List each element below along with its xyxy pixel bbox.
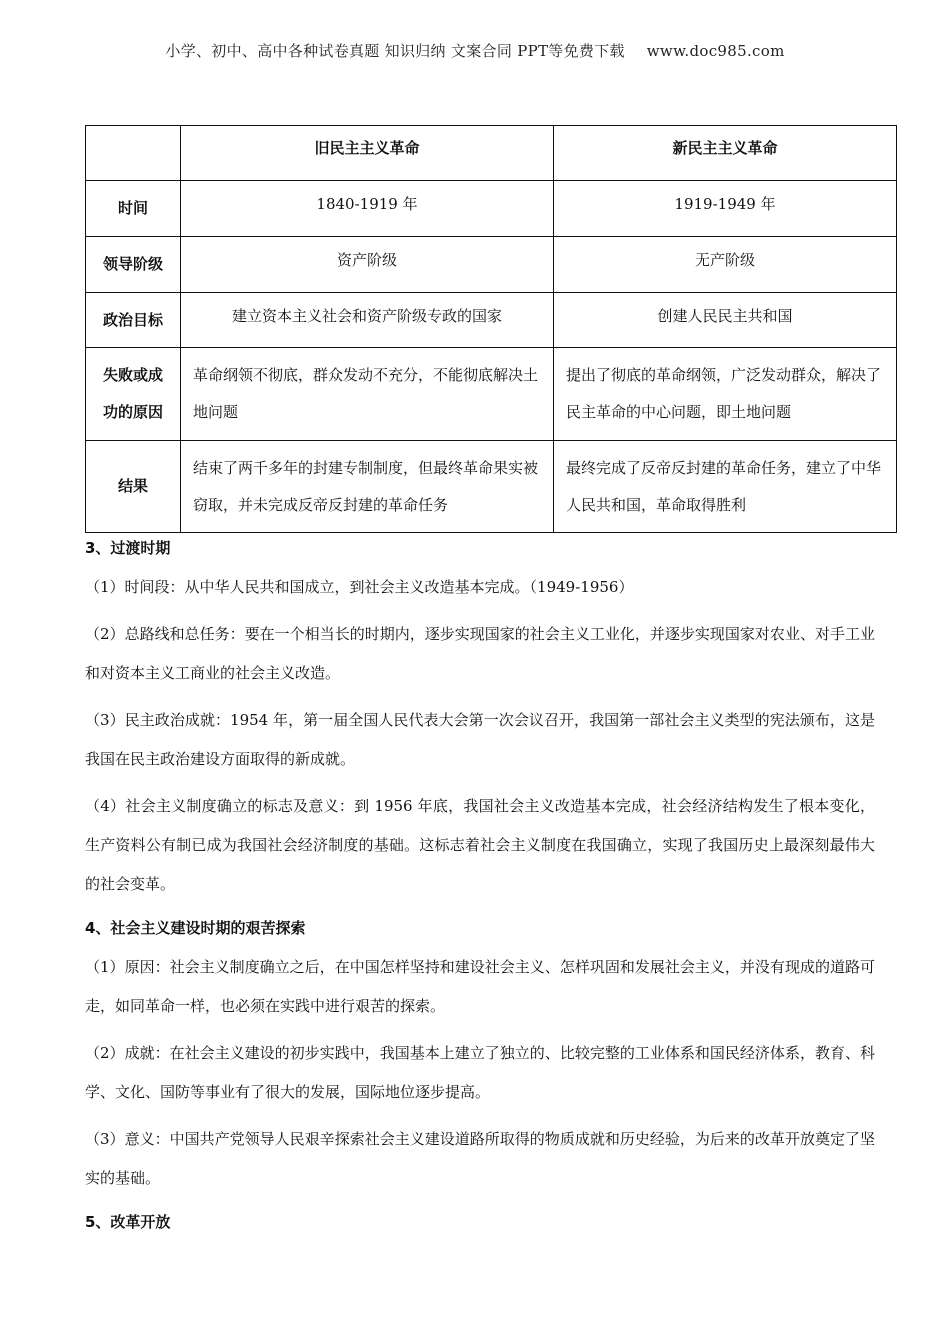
row-header: 时间 (86, 181, 181, 237)
cell-old: 结束了两千多年的封建专制制度，但最终革命果实被窃取，并未完成反帝反封建的革命任务 (181, 441, 554, 533)
row-header: 结果 (86, 441, 181, 533)
header-text: 小学、初中、高中各种试卷真题 知识归纳 文案合同 PPT等免费下载 (165, 42, 625, 60)
cell-new: 创建人民民主共和国 (554, 293, 897, 348)
paragraph: （1）时间段：从中华人民共和国成立，到社会主义改造基本完成。（1949-1956） (85, 578, 634, 596)
row-header: 失败或成 功的原因 (86, 348, 181, 441)
table-row (86, 181, 897, 237)
table-row (86, 237, 897, 293)
cell-old: 革命纲领不彻底，群众发动不充分，不能彻底解决土地问题 (181, 348, 554, 441)
page-header (0, 40, 950, 61)
row-header: 政治目标 (86, 293, 181, 348)
section-title: 5、改革开放 (85, 1213, 171, 1231)
cell-old: 建立资本主义社会和资产阶级专政的国家 (181, 293, 554, 348)
cell-old: 1840-1919 年 (181, 181, 554, 237)
table-row (86, 293, 897, 348)
main-content (85, 538, 875, 1242)
section-title: 4、社会主义建设时期的艰苦探索 (85, 919, 306, 937)
paragraph: （3）意义：中国共产党领导人民艰辛探索社会主义建设道路所取得的物质成就和历史经验，为后来的改革开放奠定了坚实的基础。 (85, 1130, 875, 1187)
table-row (86, 348, 897, 441)
cell-new: 1919-1949 年 (554, 181, 897, 237)
paragraph: （1）原因：社会主义制度确立之后，在中国怎样坚持和建设社会主义、怎样巩固和发展社会主义，并没有现成的道路可走，如同革命一样，也必须在实践中进行艰苦的探索。 (85, 958, 875, 1015)
paragraph: （4）社会主义制度确立的标志及意义：到 1956 年底，我国社会主义改造基本完成，社会经济结构发生了根本变化，生产资料公有制已成为我国社会经济制度的基础。这标志着社会主义制度在我国确立，实现了我国历史上最深刻最伟大的社会变革。 (85, 797, 875, 893)
header-url[interactable]: www.doc985.com (646, 42, 785, 60)
cell-new: 最终完成了反帝反封建的革命任务，建立了中华人民共和国，革命取得胜利 (554, 441, 897, 533)
corner-cell (86, 126, 181, 181)
paragraph: （2）总路线和总任务：要在一个相当长的时期内，逐步实现国家的社会主义工业化，并逐步实现国家对农业、对手工业和对资本主义工商业的社会主义改造。 (85, 625, 875, 682)
cell-old: 资产阶级 (181, 237, 554, 293)
col-header-new: 新民主主义革命 (554, 126, 897, 181)
cell-new: 提出了彻底的革命纲领，广泛发动群众，解决了民主革命的中心问题，即土地问题 (554, 348, 897, 441)
paragraph: （3）民主政治成就：1954 年，第一届全国人民代表大会第一次会议召开，我国第一部社会主义类型的宪法颁布，这是我国在民主政治建设方面取得的新成就。 (85, 711, 875, 768)
table-row (86, 441, 897, 533)
table-header-row (86, 126, 897, 181)
cell-new: 无产阶级 (554, 237, 897, 293)
section-title: 3、过渡时期 (85, 539, 171, 557)
paragraph: （2）成就：在社会主义建设的初步实践中，我国基本上建立了独立的、比较完整的工业体系和国民经济体系，教育、科学、文化、国防等事业有了很大的发展，国际地位逐步提高。 (85, 1044, 875, 1101)
col-header-old: 旧民主主义革命 (181, 126, 554, 181)
comparison-table (85, 125, 897, 533)
row-header: 领导阶级 (86, 237, 181, 293)
